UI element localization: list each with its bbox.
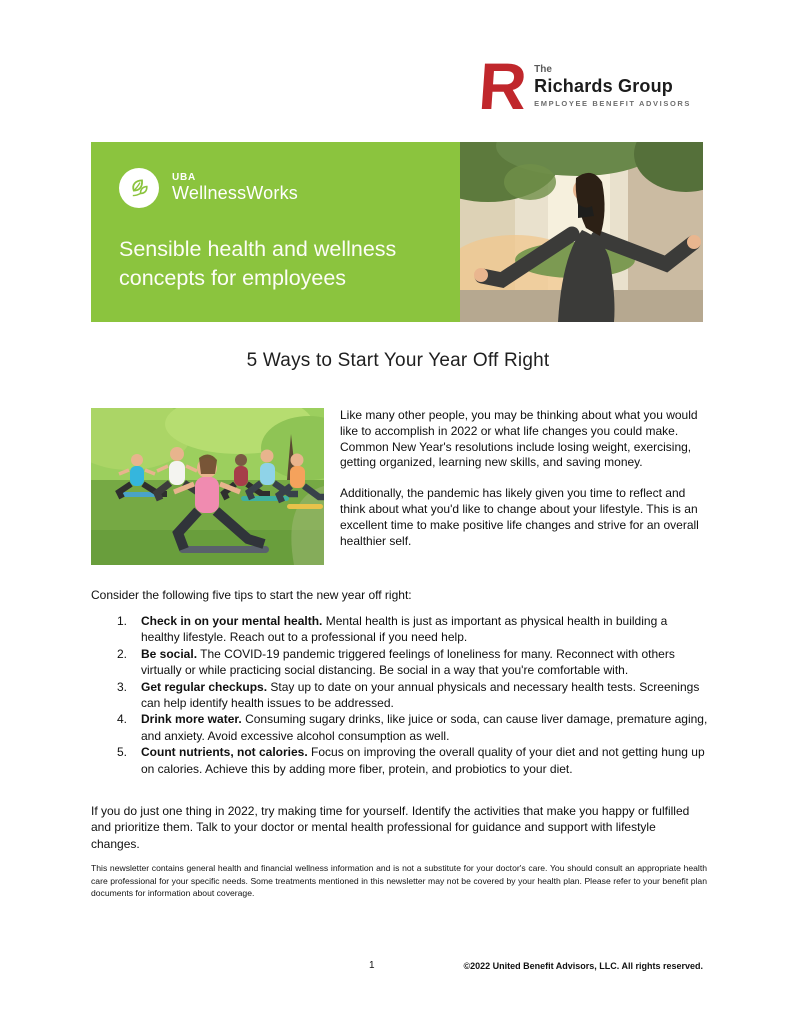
- tip-text: [141, 711, 709, 744]
- richards-r-logo-icon: R: [475, 49, 527, 123]
- brand-the: The: [534, 64, 552, 75]
- wellnessworks-label: WellnessWorks: [172, 183, 298, 203]
- tip-item-2: [91, 646, 709, 679]
- banner-tagline-line2: concepts for employees: [119, 266, 347, 291]
- tip-lead: Check in on your mental health.: [141, 614, 323, 628]
- tips-list: [91, 613, 709, 777]
- intro-section: [91, 408, 705, 565]
- tip-detail: The COVID-19 pandemic triggered feelings of loneliness for many. Reconnect with others virtually or while practicing social distancing. Be social in a way that you're comfortable with.: [141, 646, 675, 678]
- tip-number: 3.: [117, 679, 128, 694]
- banner-logo-text: [172, 172, 298, 204]
- tip-text: [141, 646, 709, 679]
- tip-number: 2.: [117, 646, 128, 661]
- disclaimer-text: This newsletter contains general health and financial wellness information and is not a substitute for your doctor's care. You should consult an appropriate health care professional for your specific needs. Some treatments mentioned in this newsletter may not be covered by your health plan. Please refer to your benefit plan documents for information about coverage.: [91, 863, 707, 899]
- banner-green-panel: [91, 142, 460, 322]
- uba-label: UBA: [172, 172, 197, 183]
- tip-text: [141, 613, 709, 646]
- tip-item-4: [91, 711, 709, 744]
- tip-detail: Stay up to date on your annual physicals and necessary health tests. Screenings can help identify health issues to be addressed.: [141, 679, 700, 711]
- tip-text: [141, 744, 709, 777]
- copyright-notice: ©2022 United Benefit Advisors, LLC. All rights reserved.: [463, 961, 703, 971]
- tip-number: 5.: [117, 745, 128, 760]
- outdoor-yoga-class-photo: [91, 408, 324, 565]
- tip-item-3: [91, 679, 709, 712]
- list-intro: Consider the following five tips to start the new year off right:: [91, 588, 412, 602]
- uba-wellnessworks-logo: [119, 168, 432, 208]
- brand-text: [534, 64, 691, 108]
- wellnessworks-banner: [91, 142, 703, 322]
- closing-paragraph: If you do just one thing in 2022, try making time for yourself. Identify the activities that make you happy or fulfilled and prioritize them. Talk to your doctor or mental health professional for guidance and support with lifestyle changes.: [91, 804, 690, 851]
- brand-name: Richards Group: [534, 76, 673, 96]
- leaf-icon: [119, 168, 159, 208]
- banner-tagline-line1: Sensible health and wellness: [119, 237, 397, 261]
- tip-lead: Count nutrients, not calories.: [141, 745, 308, 760]
- tip-detail: Mental health is just as important as physical health in building a healthy lifestyle. Reach out to a professional if you need help.: [141, 614, 668, 645]
- brand-tagline: EMPLOYEE BENEFIT ADVISORS: [534, 99, 691, 108]
- tip-item-5: [91, 744, 709, 777]
- tip-text: [141, 679, 709, 712]
- page-title: 5 Ways to Start Your Year Off Right: [246, 350, 550, 371]
- banner-tagline: [119, 235, 432, 293]
- woman-arms-outstretched-photo: [460, 142, 703, 322]
- page-number: 1: [369, 960, 375, 971]
- tip-detail: Focus on improving the overall quality of your diet and not getting hung up on calories. Achieve this by adding more fiber, protein, and probiotics to your diet.: [141, 745, 705, 776]
- intro-paragraph-2: Additionally, the pandemic has likely given you time to reflect and think about what you'd like to change about your lifestyle. This is an excellent time to make positive life changes and strive for an overall healthier self.: [340, 486, 699, 548]
- tip-number: 1.: [117, 614, 128, 628]
- tip-item-1: [91, 613, 709, 646]
- intro-paragraphs: [340, 408, 705, 565]
- tip-detail: Consuming sugary drinks, like juice or soda, can cause liver damage, premature aging, and anxiety. Avoid excessive alcohol consumption as well.: [141, 712, 708, 743]
- tip-lead: Get regular checkups.: [141, 679, 268, 694]
- richards-group-logo: [475, 49, 692, 123]
- tip-number: 4.: [117, 712, 128, 727]
- tip-lead: Drink more water.: [141, 712, 242, 727]
- tip-lead: Be social.: [141, 646, 198, 661]
- intro-paragraph-1: Like many other people, you may be thinking about what you would like to accomplish in 2022 or what life changes you could make. Common New Year's resolutions include losing weight, exercising, getting organized, learning new skills, and saving money.: [340, 408, 698, 470]
